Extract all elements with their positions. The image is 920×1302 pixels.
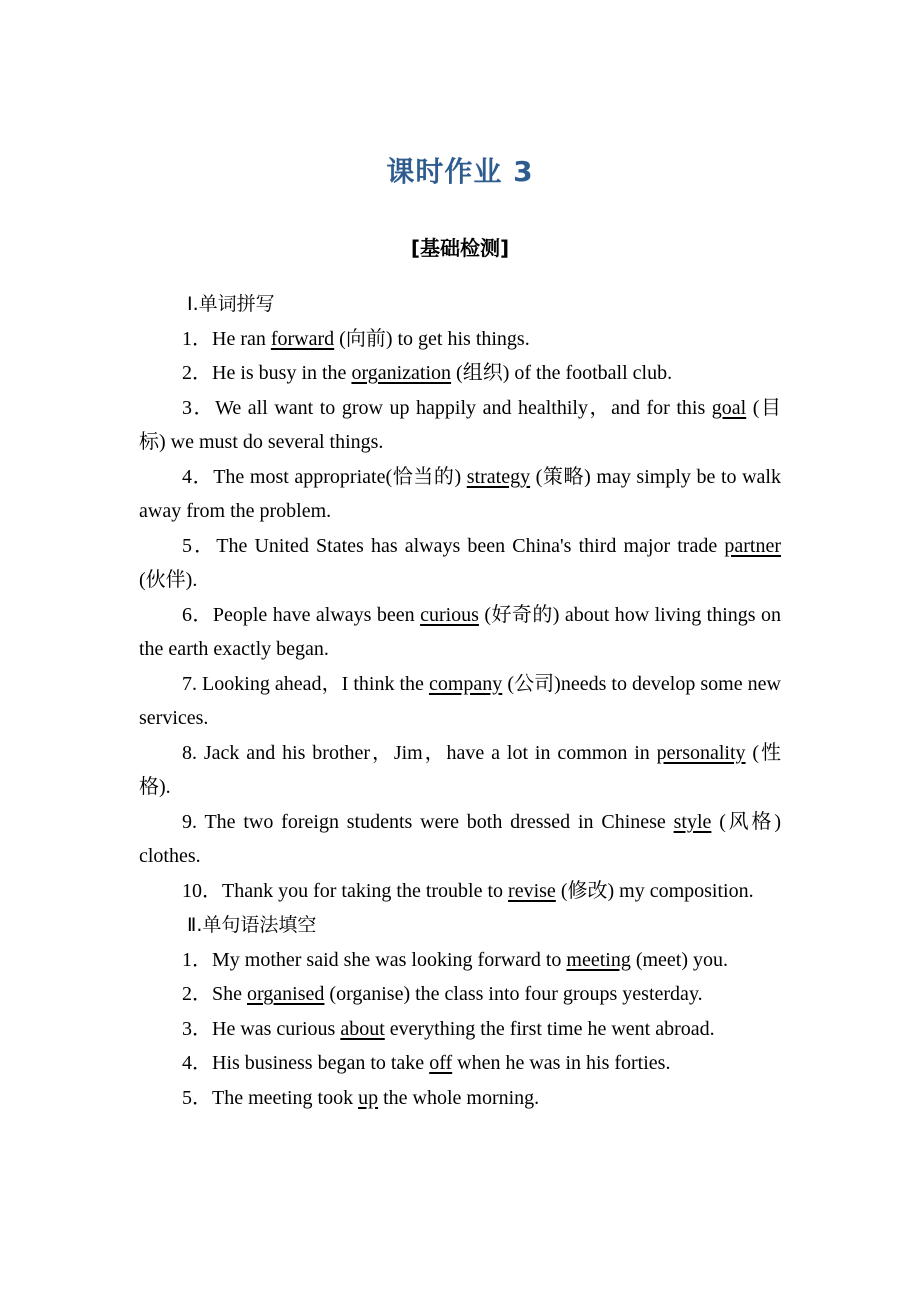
item-text: (策略) may simply be to walk away from the problem. xyxy=(139,465,781,522)
exercise-item xyxy=(139,460,781,529)
item-text: (向前) to get his things. xyxy=(334,327,530,350)
item-text: the whole morning. xyxy=(378,1086,540,1109)
item-text: 5．The meeting took xyxy=(182,1086,359,1109)
item-text: 2．He is busy in the xyxy=(182,362,352,384)
answer-word: meeting xyxy=(566,948,631,971)
exercise-item xyxy=(139,805,781,874)
exercise-item xyxy=(139,977,781,1012)
item-text: 3．He was curious xyxy=(182,1017,341,1040)
item-text: 9. The two foreign students were both dressed in Chinese xyxy=(182,810,674,833)
exercise-item xyxy=(139,1046,781,1081)
item-text: (修改) my composition. xyxy=(555,879,754,902)
answer-word: about xyxy=(340,1017,385,1040)
item-text: (好奇的) about how living things on the earth exactly began. xyxy=(139,603,782,660)
answer-word: off xyxy=(429,1052,453,1074)
answer-word: personality xyxy=(656,741,746,764)
answer-word: goal xyxy=(711,396,747,419)
answer-word: company xyxy=(428,672,503,695)
exercise-item xyxy=(139,667,781,736)
exercise-item xyxy=(139,322,781,357)
answer-word: style xyxy=(673,810,712,833)
item-text: 1．He ran xyxy=(182,327,271,350)
item-text: 10．Thank you for taking the trouble to xyxy=(182,879,509,902)
item-text: 2．She xyxy=(182,983,247,1005)
item-text: (organise) the class into four groups yesterday. xyxy=(324,983,703,1005)
answer-word: up xyxy=(358,1086,379,1109)
exercise-content xyxy=(139,287,781,1115)
part2-heading: Ⅱ.单句语法填空 xyxy=(187,914,317,936)
exercise-item xyxy=(139,391,781,460)
item-text: everything the first time he went abroad. xyxy=(384,1017,715,1040)
exercise-item xyxy=(139,736,781,805)
item-text: 4．His business began to take xyxy=(182,1052,430,1074)
exercise-item xyxy=(139,874,781,909)
part1-heading: Ⅰ.单词拼写 xyxy=(187,293,275,315)
item-text: 4．The most appropriate(恰当的) xyxy=(182,465,467,488)
item-text: (目标) we must do several things. xyxy=(139,396,781,453)
exercise-item xyxy=(139,1012,781,1047)
exercise-item xyxy=(139,943,781,978)
exercise-item xyxy=(139,1081,781,1116)
item-text: 7. Looking ahead，I think the xyxy=(182,672,429,695)
page-title: 课时作业 3 xyxy=(386,155,534,188)
item-text: (性格). xyxy=(139,741,781,798)
section-heading: [基础检测] xyxy=(410,236,510,260)
answer-word: strategy xyxy=(466,465,531,488)
item-text: when he was in his forties. xyxy=(452,1052,671,1074)
exercise-item xyxy=(139,529,781,598)
item-text: (组织) of the football club. xyxy=(451,362,673,384)
item-text: 6．People have always been xyxy=(182,603,421,626)
exercise-item xyxy=(139,598,781,667)
answer-word: forward xyxy=(270,327,335,350)
item-text: 8. Jack and his brother，Jim，have a lot in common in xyxy=(182,741,657,764)
answer-word: curious xyxy=(420,603,479,626)
item-text: 1．My mother said she was looking forward to xyxy=(182,948,567,971)
item-text: (伙伴). xyxy=(139,569,198,591)
answer-word: revise xyxy=(508,879,556,902)
item-text: (风格) clothes. xyxy=(139,810,781,867)
answer-word: organization xyxy=(351,362,452,384)
item-text: (meet) you. xyxy=(630,948,729,971)
answer-word: organised xyxy=(247,983,325,1005)
item-text: 5．The United States has always been China's third major trade xyxy=(182,534,725,557)
exercise-item xyxy=(139,356,781,391)
item-text: (公司)needs to develop some new services. xyxy=(139,672,781,729)
answer-word: partner xyxy=(724,534,781,557)
item-text: 3．We all want to grow up happily and healthily，and for this xyxy=(182,396,712,419)
